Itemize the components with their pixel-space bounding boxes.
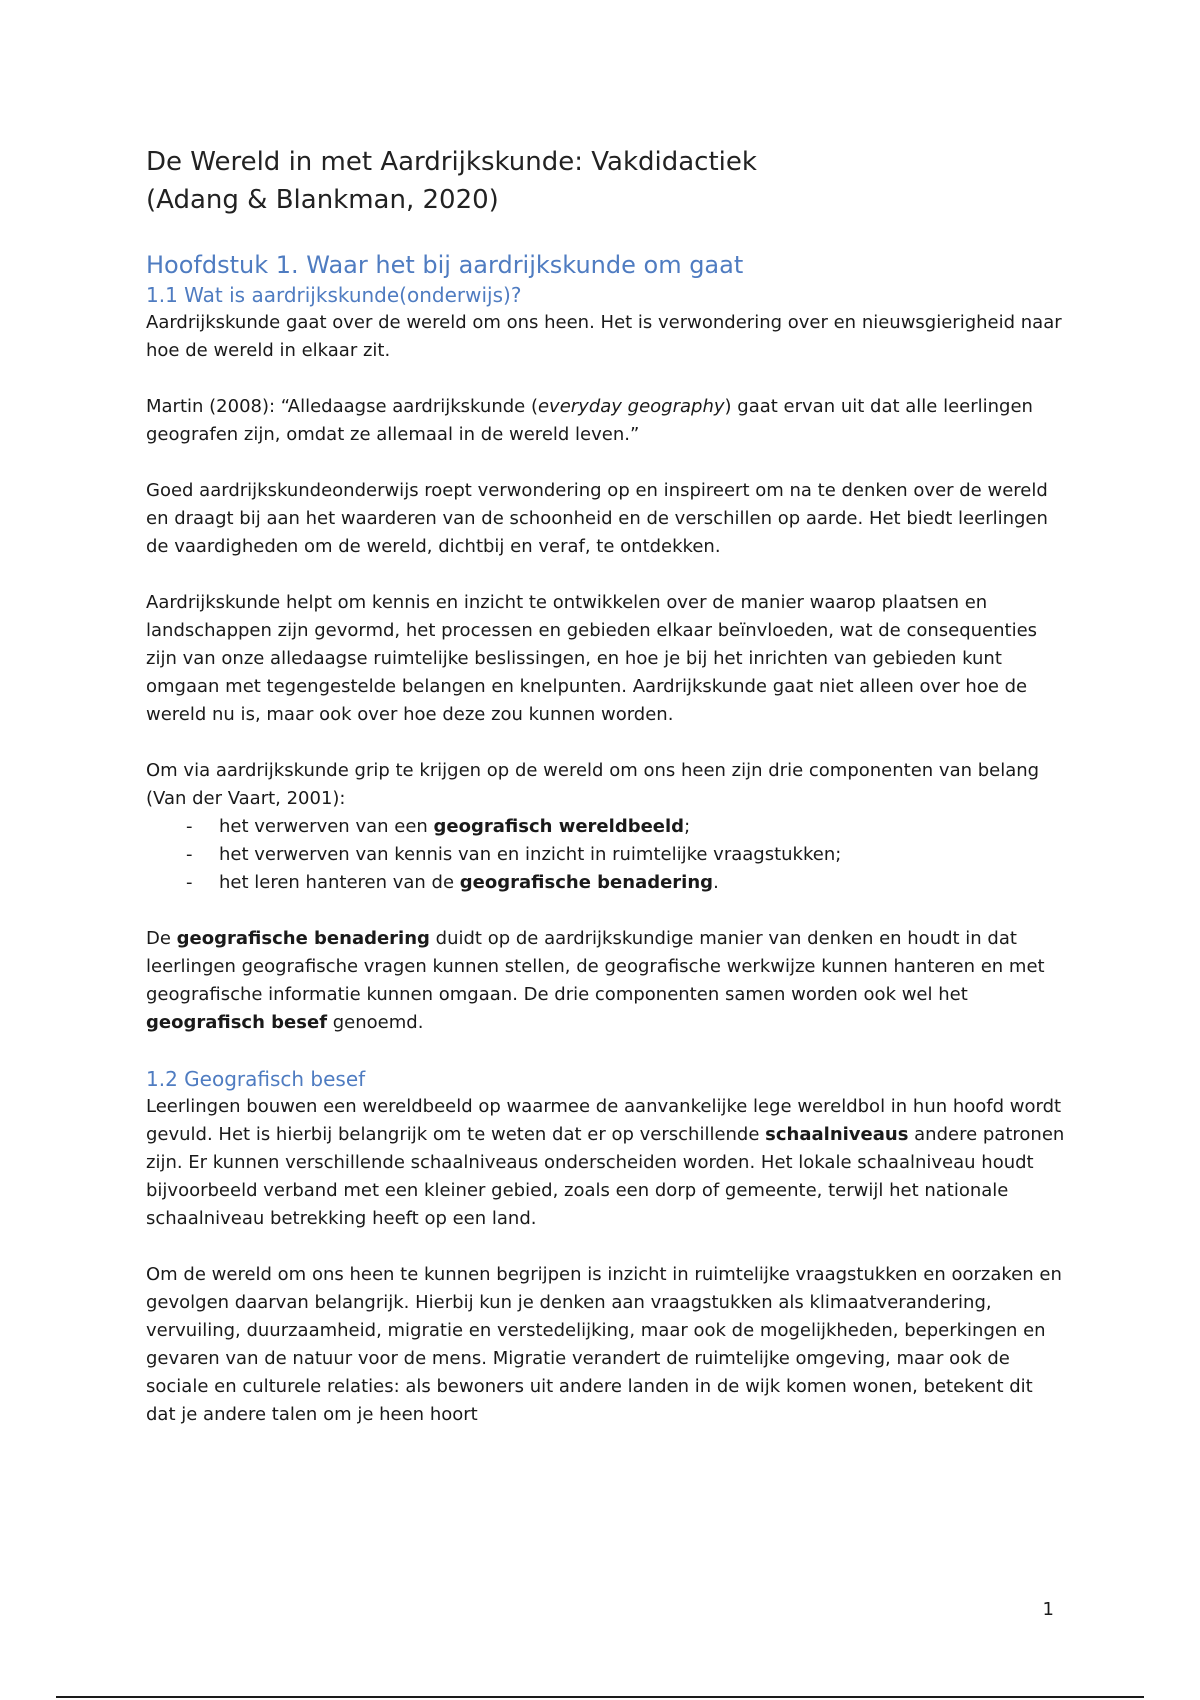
paragraph-intro: Aardrijkskunde gaat over de wereld om ons heen. Het is verwondering over en nieuwsgierigheid naar hoe de wereld in elkaar zit.: [146, 312, 1062, 361]
list-item-text: het leren hanteren van de: [219, 872, 460, 893]
list-item-text: het verwerven van een: [219, 816, 434, 837]
text-run: genoemd.: [327, 1012, 424, 1033]
page-number: 1: [1042, 1599, 1054, 1620]
document-title: [146, 143, 1066, 219]
page-content: [146, 143, 1066, 1429]
list-item-text: .: [713, 872, 719, 893]
list-item: [186, 813, 1066, 841]
paragraph-three-components: Om via aardrijkskunde grip te krijgen op de wereld om ons heen zijn drie componenten van belang (Van der Vaart, 2001):: [146, 760, 1040, 809]
text-run: De: [146, 928, 177, 949]
paragraph-good-education: Goed aardrijkskundeonderwijs roept verwondering op en inspireert om na te denken over de wereld en draagt bij aan het waarderen van de schoonheid en de verschillen op aarde. Het biedt leerlingen de vaardigheden om de wereld, dichtbij en veraf, te ontdekken.: [146, 480, 1048, 557]
paragraph-knowledge-insight: Aardrijkskunde helpt om kennis en inzicht te ontwikkelen over de manier waarop plaatsen en landschappen zijn gevormd, het processen en gebieden elkaar beïnvloeden, wat de consequenties zijn van onze alledaagse ruimtelijke beslissingen, en hoe je bij het inrichten van gebieden kunt omgaan met tegengestelde belangen en knelpunten. Aardrijkskunde gaat niet alleen over hoe de wereld nu is, maar ook over hoe deze zou kunnen worden.: [146, 592, 1038, 725]
paragraph-geographic-approach: [146, 925, 1066, 1037]
bold-term: geografisch besef: [146, 1012, 328, 1033]
bottom-divider: [56, 1696, 1144, 1698]
paragraph-spatial-issues: Om de wereld om ons heen te kunnen begrijpen is inzicht in ruimtelijke vraagstukken en oorzaken en gevolgen daarvan belangrijk. Hierbij kun je denken aan vraagstukken als klimaatverandering, vervuiling, duurzaamheid, migratie en verstedelijking, maar ook de mogelijkheden, beperkingen en gevaren van de natuur voor de mens. Migratie verandert de ruimtelijke omgeving, maar ook de sociale en culturele relaties: als bewoners uit andere landen in de wijk komen wonen, betekent dit dat je andere talen om je heen hoort: [146, 1264, 1062, 1425]
list-item-bold: geografische benadering: [459, 872, 714, 893]
quote-italic-term: everyday geography: [537, 396, 725, 417]
quote-text-before: Martin (2008): “Alledaagse aardrijkskunde (: [146, 396, 538, 417]
paragraph-martin-quote: [146, 393, 1066, 449]
bold-term: schaalniveaus: [765, 1124, 909, 1145]
list-item-text: ;: [684, 816, 691, 837]
list-item: [186, 869, 1066, 897]
text-run: Leerlingen bouwen een wereldbeeld op waarmee de aanvankelijke lege wereldbol in hun hoofd wordt gevuld. Het is hierbij belangrijk om te weten dat er op verschillende: [146, 1096, 1062, 1145]
quote-text-after: ) gaat ervan uit dat alle leerlingen geografen zijn, omdat ze allemaal in de wereld leven.”: [146, 396, 1033, 445]
section-heading-1-2: 1.2 Geografisch besef: [146, 1067, 366, 1091]
chapter-heading: Hoofdstuk 1. Waar het bij aardrijkskunde om gaat: [146, 251, 744, 279]
list-item-bold: geografisch wereldbeeld: [433, 816, 685, 837]
section-heading-1-1: 1.1 Wat is aardrijkskunde(onderwijs)?: [146, 283, 522, 307]
text-run: andere patronen zijn. Er kunnen verschillende schaalniveaus onderscheiden worden. Het lokale schaalniveau houdt bijvoorbeeld verband met een kleiner gebied, zoals een dorp of gemeente, terwijl het nationale schaalniveau betrekking heeft op een land.: [146, 1124, 1065, 1229]
document-title-line1: De Wereld in met Aardrijkskunde: Vakdidactiek: [146, 147, 757, 177]
bold-term: geografische benadering: [176, 928, 430, 949]
paragraph-world-view: [146, 1093, 1066, 1233]
components-list: [146, 813, 1066, 897]
text-run: duidt op de aardrijkskundige manier van denken en houdt in dat leerlingen geografische vragen kunnen stellen, de geografische werkwijze kunnen hanteren en met geografische informatie kunnen omgaan. De drie componenten samen worden ook wel het: [146, 928, 1045, 1005]
list-item: - het verwerven van kennis van en inzicht in ruimtelijke vraagstukken;: [186, 841, 1066, 869]
document-title-line2: (Adang & Blankman, 2020): [146, 185, 499, 215]
